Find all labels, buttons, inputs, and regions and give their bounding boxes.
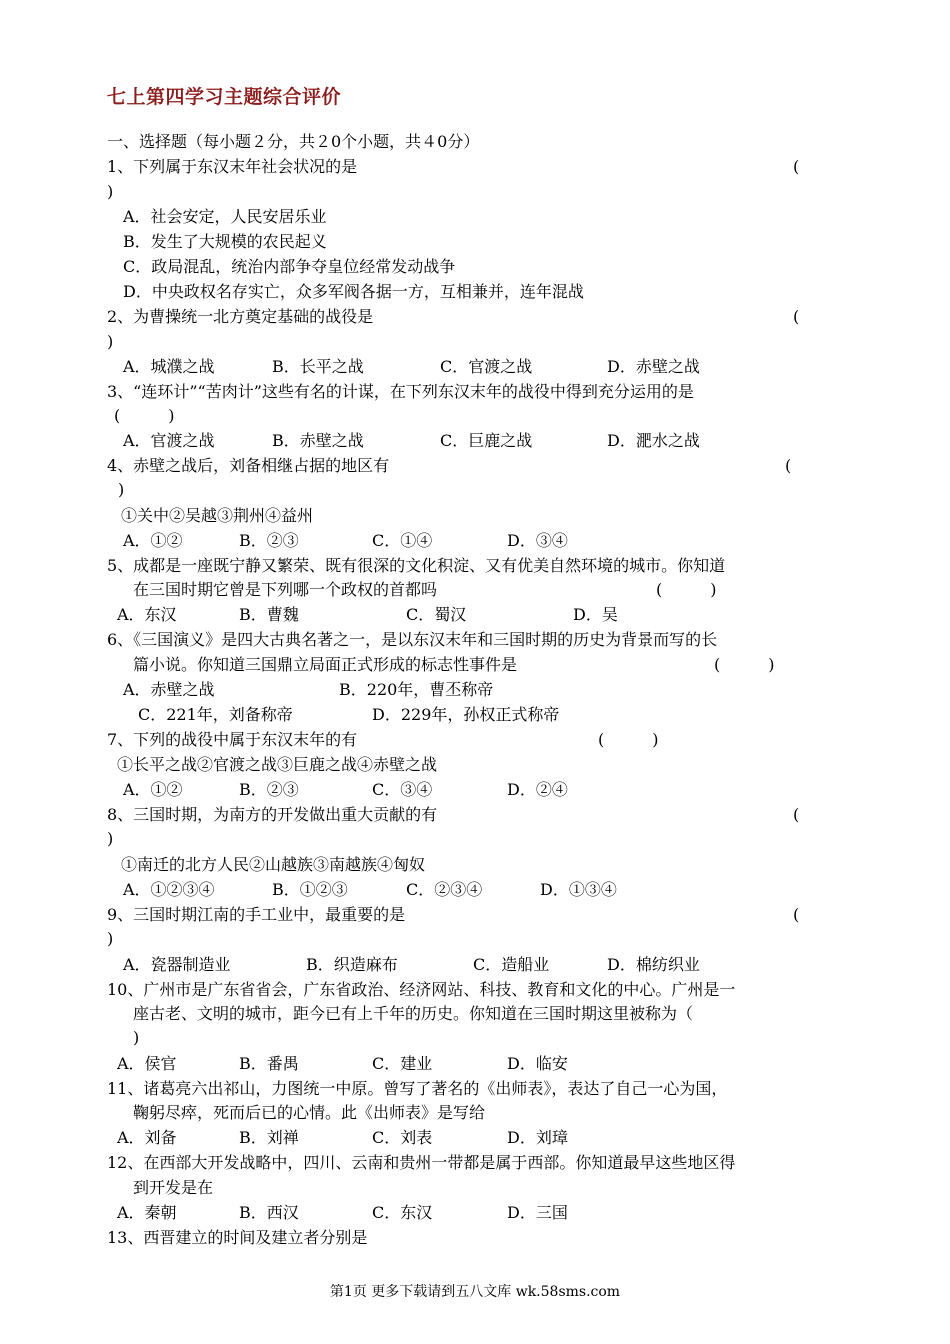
question-4-items: ①关中②吴越③荆州④益州 [121,506,314,525]
question-9-option-a: A．瓷器制造业 [123,955,231,974]
question-3-option-a: A．官渡之战 [123,431,215,450]
question-5-option-a: A．东汉 [117,605,177,624]
question-10-stem-line-1: 10、广州市是广东省省会，广东省政治、经济网站、科技、教育和文化的中心。广州是一 [107,980,736,999]
question-7-option-a: A．①② [123,780,183,799]
question-2-option-d: D．赤壁之战 [607,357,700,376]
question-12-option-d: D．三国 [507,1203,568,1222]
question-6-option-b: B．220年，曹丕称帝 [339,680,494,699]
question-4-option-b: B．②③ [239,531,299,550]
question-4-paren-close: ) [118,480,125,499]
question-11-option-d: D．刘璋 [507,1128,568,1147]
question-10-option-a: A．侯官 [117,1054,177,1073]
question-8-paren-open: ( [793,805,800,824]
question-2-option-a: A．城濮之战 [123,357,215,376]
question-8-option-a: A．①②③④ [123,880,215,899]
question-7-items: ①长平之战②官渡之战③巨鹿之战④赤壁之战 [117,755,438,774]
question-7-stem: 7、下列的战役中属于东汉末年的有 [107,730,358,749]
question-4-option-a: A．①② [123,531,183,550]
question-2-option-c: C．官渡之战 [440,357,533,376]
question-4-option-c: C．①④ [372,531,433,550]
question-6-option-a: A．赤壁之战 [123,680,215,699]
question-9-option-b: B．织造麻布 [306,955,398,974]
question-11-stem-line-2: 鞠躬尽瘁，死而后已的心情。此《出师表》是写给 [133,1103,486,1122]
question-12-option-c: C．东汉 [372,1203,433,1222]
question-3-option-b: B．赤壁之战 [272,431,364,450]
question-9-paren-open: ( [793,905,800,924]
question-7-option-b: B．②③ [239,780,299,799]
question-2-stem: 2、为曹操统一北方奠定基础的战役是 [107,307,374,326]
question-2-option-b: B．长平之战 [272,357,364,376]
question-5-option-c: C．蜀汉 [406,605,467,624]
question-1-paren-open: ( [793,157,800,176]
question-4-stem: 4、赤壁之战后，刘备相继占据的地区有 [107,456,390,475]
question-1-stem: 1、下列属于东汉末年社会状况的是 [107,157,358,176]
question-10-option-d: D．临安 [507,1054,568,1073]
question-9-stem: 9、三国时期江南的手工业中，最重要的是 [107,905,406,924]
question-12-option-b: B．西汉 [239,1203,299,1222]
question-8-option-b: B．①②③ [272,880,348,899]
question-2-paren-close: ) [107,332,114,351]
question-12-stem-line-2: 到开发是在 [133,1178,214,1197]
question-13-stem: 13、西晋建立的时间及建立者分别是 [107,1228,368,1247]
page-footer: 第1页 更多下载请到五八文库 wk.58sms.com [329,1284,621,1300]
page-title: 七上第四学习主题综合评价 [107,86,342,108]
question-1-option-b: B．发生了大规模的农民起义 [123,232,327,251]
question-4-paren-open: ( [785,456,792,475]
question-3-paren: ( ) [114,406,175,425]
question-4-option-d: D．③④ [507,531,568,550]
question-3-option-d: D．淝水之战 [607,431,700,450]
question-8-option-d: D．①③④ [540,880,617,899]
section-heading: 一、选择题（每小题２分，共２0个小题，共４0分） [107,132,480,151]
question-11-option-b: B．刘禅 [239,1128,299,1147]
question-1-option-a: A．社会安定，人民安居乐业 [123,207,327,226]
question-3-stem: 3、“连环计”“苦肉计”这些有名的计谋，在下列东汉末年的战役中得到充分运用的是 [107,382,694,401]
question-10-paren-close: ) [133,1028,140,1047]
question-8-paren-close: ) [107,829,114,848]
question-8-items: ①南迁的北方人民②山越族③南越族④匈奴 [121,855,426,874]
question-8-option-c: C．②③④ [406,880,483,899]
question-5-stem-line-1: 5、成都是一座既宁静又繁荣、既有很深的文化积淀、又有优美自然环境的城市。你知道 [107,556,726,575]
question-5-paren: ( ) [656,580,717,599]
question-1-option-c: C．政局混乱，统治内部争夺皇位经常发动战争 [123,257,456,276]
question-5-option-b: B．曹魏 [239,605,299,624]
question-8-stem: 8、三国时期，为南方的开发做出重大贡献的有 [107,805,438,824]
question-5-stem-line-2: 在三国时期它曾是下列哪一个政权的首都吗 [133,580,438,599]
question-10-stem-line-2: 座古老、文明的城市，距今已有上千年的历史。你知道在三国时期这里被称为（ [133,1004,694,1023]
question-1-option-d: D．中央政权名存实亡，众多军阀各据一方，互相兼并，连年混战 [123,282,584,301]
question-11-option-a: A．刘备 [117,1128,177,1147]
question-7-paren: ( ) [598,730,659,749]
question-7-option-c: C．③④ [372,780,433,799]
question-2-paren-open: ( [793,307,800,326]
question-12-option-a: A．秦朝 [117,1203,177,1222]
question-6-option-d: D．229年，孙权正式称帝 [372,705,560,724]
question-7-option-d: D．②④ [507,780,568,799]
question-6-paren: ( ) [714,655,775,674]
question-11-option-c: C．刘表 [372,1128,433,1147]
question-6-option-c: C．221年，刘备称帝 [138,705,293,724]
question-1-paren-close: ) [107,182,114,201]
question-3-option-c: C．巨鹿之战 [440,431,533,450]
question-10-option-c: C．建业 [372,1054,433,1073]
question-9-paren-close: ) [107,929,114,948]
question-5-option-d: D．吴 [573,605,618,624]
question-9-option-d: D．棉纺织业 [607,955,700,974]
question-12-stem-line-1: 12、在西部大开发战略中，四川、云南和贵州一带都是属于西部。你知道最早这些地区得 [107,1153,736,1172]
question-9-option-c: C．造船业 [473,955,550,974]
question-6-stem-line-1: 6、《三国演义》是四大古典名著之一，是以东汉末年和三国时期的历史为背景而写的长 [107,630,718,649]
question-11-stem-line-1: 11、诸葛亮六出祁山，力图统一中原。曾写了著名的《出师表》，表达了自己一心为国， [107,1079,728,1098]
question-10-option-b: B．番禺 [239,1054,299,1073]
question-6-stem-line-2: 篇小说。你知道三国鼎立局面正式形成的标志性事件是 [133,655,518,674]
